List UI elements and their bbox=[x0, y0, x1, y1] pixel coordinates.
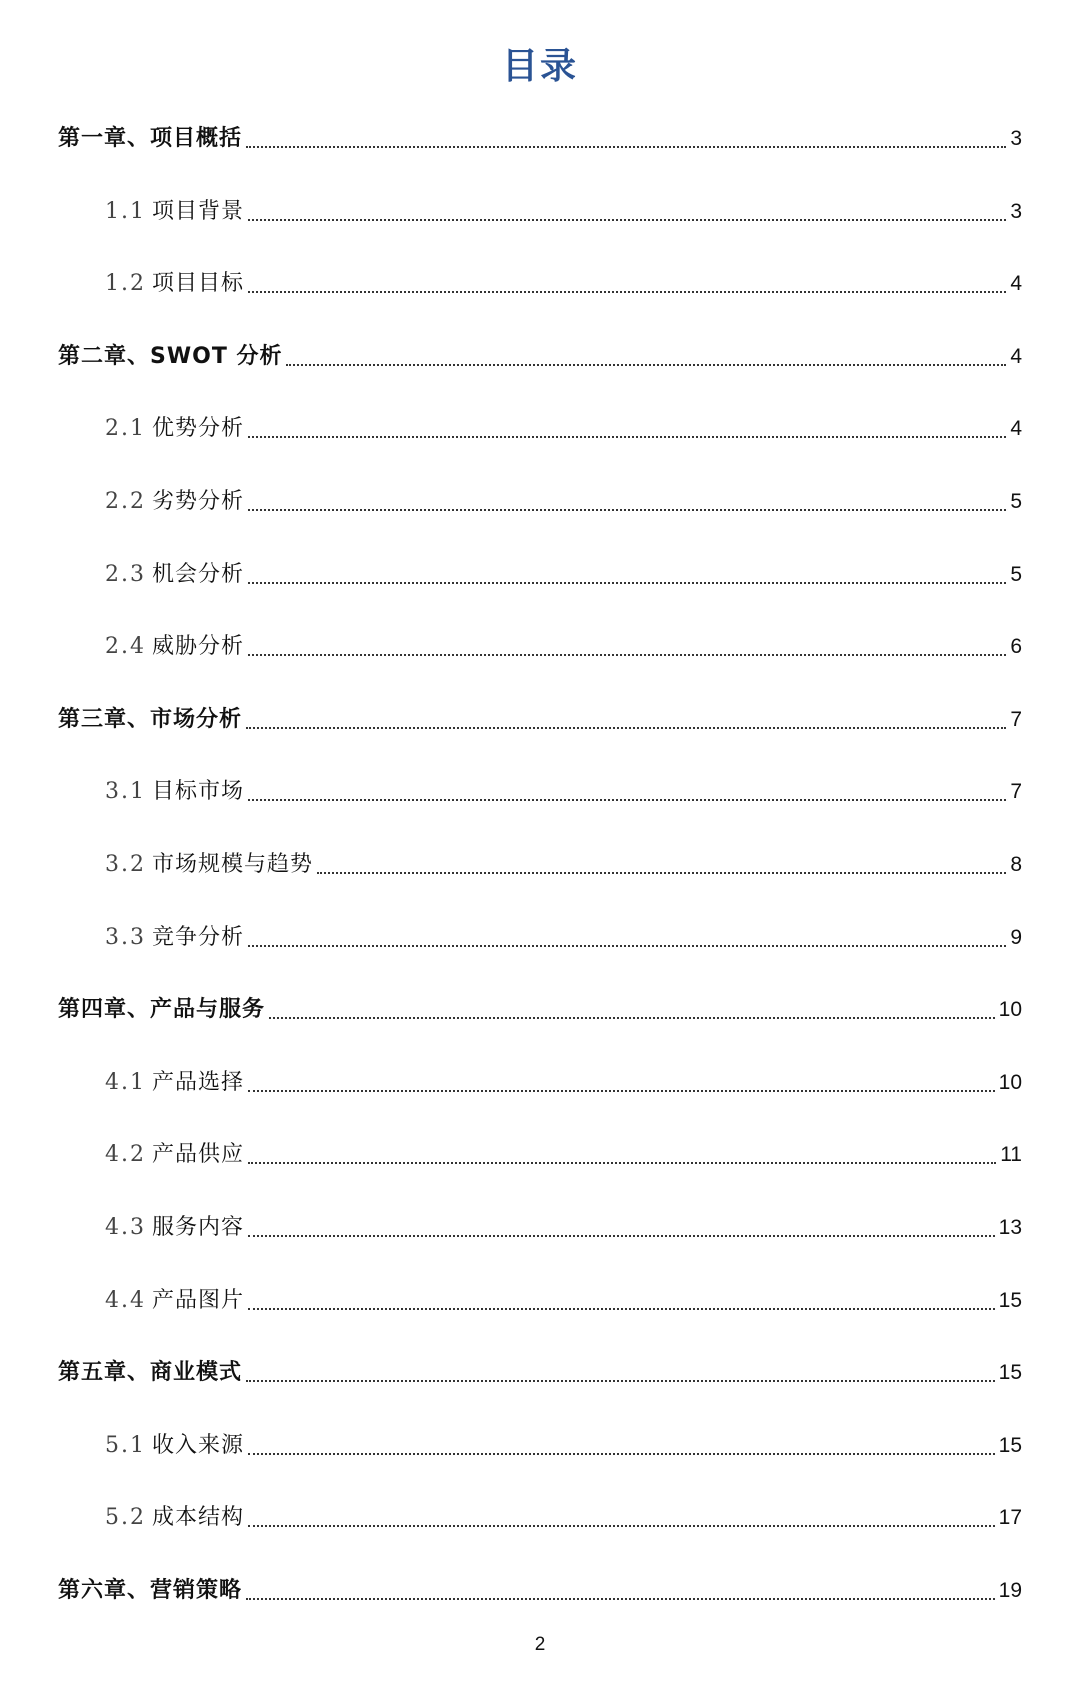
toc-entry-text bbox=[105, 269, 244, 299]
toc-entry-page: 3 bbox=[1010, 199, 1022, 223]
toc-entry-text bbox=[105, 1213, 244, 1243]
toc-chapter-entry[interactable] bbox=[0, 1556, 1080, 1629]
toc-section-entry[interactable] bbox=[0, 757, 1080, 830]
toc-entry-row bbox=[58, 1566, 1022, 1606]
dot-leader bbox=[248, 1453, 995, 1455]
toc-entry-text bbox=[105, 560, 244, 590]
toc-entry-text bbox=[105, 1503, 244, 1533]
toc-entry-page: 5 bbox=[1010, 489, 1022, 513]
toc-chapter-entry[interactable] bbox=[0, 975, 1080, 1048]
toc-entry-page: 7 bbox=[1010, 780, 1022, 804]
toc-entry-number: 2.3 bbox=[105, 561, 146, 587]
toc-entry-text bbox=[105, 632, 244, 662]
toc-entry-label: 劣势分析 bbox=[152, 488, 245, 514]
toc-entry-page: 15 bbox=[998, 1361, 1022, 1385]
toc-entry-page: 7 bbox=[1010, 707, 1022, 731]
dot-leader bbox=[248, 1235, 995, 1237]
toc-entry-page: 15 bbox=[998, 1433, 1022, 1457]
toc-entry-label: 第四章、产品与服务 bbox=[58, 997, 266, 1023]
toc-entry-row bbox=[58, 114, 1022, 154]
toc-entry-row bbox=[105, 404, 1022, 444]
toc-entry-text bbox=[105, 487, 244, 517]
toc-entry-row bbox=[105, 622, 1022, 662]
toc-entry-label: 目标市场 bbox=[152, 779, 245, 805]
toc-entry-text bbox=[105, 1286, 244, 1316]
dot-leader bbox=[246, 146, 1006, 148]
toc-entry-text bbox=[105, 1431, 244, 1461]
dot-leader bbox=[317, 872, 1006, 874]
dot-leader bbox=[248, 654, 1006, 656]
dot-leader bbox=[248, 582, 1006, 584]
toc-entry-number: 2.1 bbox=[105, 416, 146, 442]
toc-entry-row bbox=[105, 913, 1022, 953]
toc-entry-label: 产品图片 bbox=[152, 1287, 245, 1313]
toc-entry-number: 1.2 bbox=[105, 271, 146, 297]
toc-entry-label: 第六章、营销策略 bbox=[58, 1577, 243, 1603]
toc-entry-text bbox=[105, 923, 244, 953]
toc-entry-text bbox=[58, 995, 265, 1025]
toc-entry-page: 5 bbox=[1010, 562, 1022, 586]
toc-entry-row bbox=[105, 187, 1022, 227]
toc-section-entry[interactable] bbox=[0, 467, 1080, 540]
toc-entry-row bbox=[105, 477, 1022, 517]
toc-entry-page: 10 bbox=[998, 1070, 1022, 1094]
toc-section-entry[interactable] bbox=[0, 903, 1080, 976]
dot-leader bbox=[248, 1090, 995, 1092]
toc-entry-row bbox=[105, 1421, 1022, 1461]
toc-section-entry[interactable] bbox=[0, 540, 1080, 613]
toc-section-entry[interactable] bbox=[0, 830, 1080, 903]
toc-section-entry[interactable] bbox=[0, 1411, 1080, 1484]
toc-title: 目录 bbox=[501, 46, 578, 87]
toc-entry-number: 3.3 bbox=[105, 924, 146, 950]
toc-section-entry[interactable] bbox=[0, 249, 1080, 322]
dot-leader bbox=[246, 1598, 995, 1600]
toc-entry-label: 收入来源 bbox=[152, 1432, 245, 1458]
toc-entry-number: 4.1 bbox=[105, 1069, 146, 1095]
toc-entry-text bbox=[58, 342, 282, 372]
dot-leader bbox=[286, 364, 1006, 366]
dot-leader bbox=[246, 727, 1006, 729]
toc-section-entry[interactable] bbox=[0, 1483, 1080, 1556]
dot-leader bbox=[248, 1525, 995, 1527]
toc-entry-label: 第三章、市场分析 bbox=[58, 706, 243, 732]
toc-chapter-entry[interactable] bbox=[0, 322, 1080, 395]
toc-entry-row bbox=[105, 1058, 1022, 1098]
toc-entry-row bbox=[58, 985, 1022, 1025]
toc-entry-label: 机会分析 bbox=[152, 561, 245, 587]
toc-entry-text bbox=[58, 1576, 242, 1606]
toc-entry-text bbox=[58, 705, 242, 735]
toc-entry-number: 3.1 bbox=[105, 779, 146, 805]
toc-section-entry[interactable] bbox=[0, 394, 1080, 467]
dot-leader bbox=[248, 1308, 995, 1310]
dot-leader bbox=[248, 219, 1006, 221]
dot-leader bbox=[246, 1380, 995, 1382]
toc-entry-row bbox=[105, 1276, 1022, 1316]
toc-entry-page: 6 bbox=[1010, 635, 1022, 659]
toc-entry-row bbox=[58, 1348, 1022, 1388]
toc-entry-page: 19 bbox=[998, 1578, 1022, 1602]
toc-entry-text bbox=[58, 124, 242, 154]
toc-entry-page: 4 bbox=[1010, 344, 1022, 368]
toc-section-entry[interactable] bbox=[0, 1266, 1080, 1339]
dot-leader bbox=[248, 945, 1006, 947]
toc-entry-text bbox=[105, 850, 313, 880]
toc-entry-row bbox=[105, 1493, 1022, 1533]
toc-entry-label: 第一章、项目概括 bbox=[58, 126, 243, 151]
toc-entry-row bbox=[58, 695, 1022, 735]
toc-entry-page: 17 bbox=[998, 1506, 1022, 1530]
toc-entry-number: 5.2 bbox=[105, 1505, 146, 1531]
toc-list bbox=[0, 104, 1080, 1628]
toc-entry-number: 3.2 bbox=[105, 851, 146, 877]
toc-section-entry[interactable] bbox=[0, 612, 1080, 685]
dot-leader bbox=[248, 1162, 996, 1164]
toc-entry-page: 8 bbox=[1010, 852, 1022, 876]
toc-entry-text bbox=[58, 1358, 242, 1388]
toc-entry-label: 竞争分析 bbox=[152, 924, 245, 950]
toc-entry-label: 产品供应 bbox=[152, 1142, 245, 1168]
toc-entry-text bbox=[105, 1068, 244, 1098]
toc-entry-label: 服务内容 bbox=[152, 1214, 245, 1240]
toc-entry-number: 2.4 bbox=[105, 634, 146, 660]
toc-entry-page: 9 bbox=[1010, 925, 1022, 949]
toc-entry-row bbox=[105, 840, 1022, 880]
toc-entry-row bbox=[105, 767, 1022, 807]
toc-entry-row bbox=[105, 550, 1022, 590]
toc-entry-label: 产品选择 bbox=[152, 1069, 245, 1095]
toc-entry-number: 2.2 bbox=[105, 488, 146, 514]
toc-entry-number: 4.4 bbox=[105, 1287, 146, 1313]
toc-entry-text bbox=[105, 414, 244, 444]
dot-leader bbox=[248, 436, 1006, 438]
toc-section-entry[interactable] bbox=[0, 1120, 1080, 1193]
dot-leader bbox=[248, 509, 1006, 511]
toc-entry-page: 15 bbox=[998, 1288, 1022, 1312]
toc-section-entry[interactable] bbox=[0, 1048, 1080, 1121]
toc-entry-text bbox=[105, 777, 244, 807]
toc-entry-number: 5.1 bbox=[105, 1432, 146, 1458]
toc-section-entry[interactable] bbox=[0, 1193, 1080, 1266]
toc-section-entry[interactable] bbox=[0, 177, 1080, 250]
toc-entry-label: 成本结构 bbox=[152, 1505, 245, 1531]
toc-entry-row bbox=[105, 1203, 1022, 1243]
toc-chapter-entry[interactable] bbox=[0, 685, 1080, 758]
toc-entry-label: 项目目标 bbox=[152, 271, 245, 297]
toc-entry-row bbox=[105, 259, 1022, 299]
toc-entry-page: 11 bbox=[1000, 1143, 1022, 1167]
toc-entry-label: 项目背景 bbox=[152, 198, 245, 224]
toc-entry-page: 13 bbox=[998, 1215, 1022, 1239]
toc-entry-page: 4 bbox=[1010, 272, 1022, 296]
toc-entry-number: 1.1 bbox=[105, 198, 146, 224]
toc-entry-label: 第二章、SWOT 分析 bbox=[58, 343, 283, 369]
toc-entry-text bbox=[105, 197, 244, 227]
toc-entry-number: 4.3 bbox=[105, 1214, 146, 1240]
dot-leader bbox=[248, 799, 1006, 801]
toc-entry-row bbox=[58, 332, 1022, 372]
toc-entry-label: 市场规模与趋势 bbox=[152, 851, 314, 877]
toc-entry-page: 3 bbox=[1010, 127, 1022, 150]
page-number: 2 bbox=[534, 1634, 546, 1655]
toc-chapter-entry[interactable] bbox=[0, 1338, 1080, 1411]
toc-entry-row bbox=[105, 1130, 1022, 1170]
toc-entry-number: 4.2 bbox=[105, 1142, 146, 1168]
toc-entry-page: 10 bbox=[998, 998, 1022, 1022]
toc-entry-label: 优势分析 bbox=[152, 416, 245, 442]
toc-entry-label: 第五章、商业模式 bbox=[58, 1360, 243, 1386]
dot-leader bbox=[248, 291, 1006, 293]
toc-chapter-entry[interactable] bbox=[0, 104, 1080, 177]
dot-leader bbox=[269, 1017, 995, 1019]
toc-entry-page: 4 bbox=[1010, 417, 1022, 441]
toc-entry-text bbox=[105, 1140, 244, 1170]
toc-entry-label: 威胁分析 bbox=[152, 634, 245, 660]
